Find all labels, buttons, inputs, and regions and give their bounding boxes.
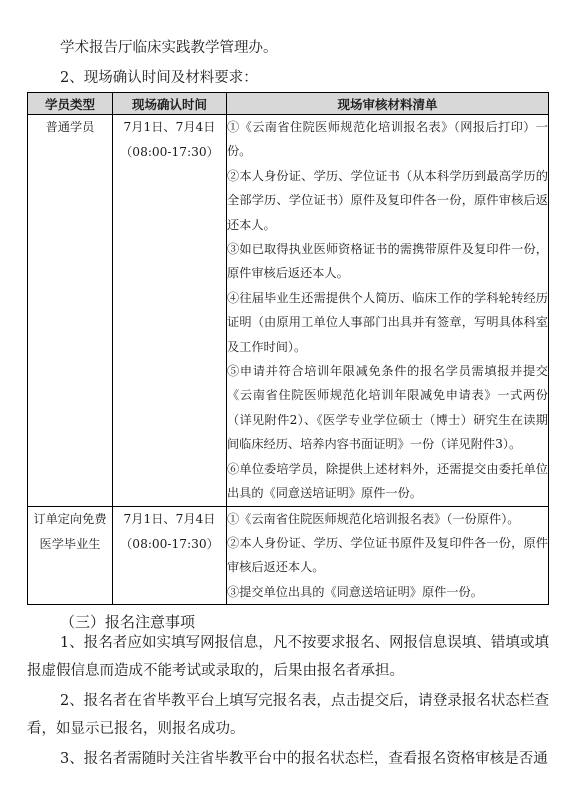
note-paragraph: 3、报名者需随时关注省毕教平台中的报名状态栏，查看报名资格审核是否通 <box>60 751 548 767</box>
table-row <box>28 506 549 605</box>
confirm-time-cell <box>113 506 227 605</box>
confirm-date: 7月1日、7月4日 <box>123 120 216 134</box>
materials-cell <box>227 115 549 507</box>
material-item: ②本人身份证、学历、学位证书原件及复印件各一份，原件审核后返还本人。 <box>227 535 548 575</box>
student-type-line: 普通学员 <box>45 120 95 134</box>
confirm-time-cell <box>113 115 227 507</box>
intro-tail-text: 学术报告厅临床实践教学管理办。 <box>60 40 278 56</box>
confirm-hours: （08:00-17:30） <box>120 145 219 159</box>
student-type-cell <box>28 115 113 507</box>
table-row <box>28 115 549 507</box>
confirm-hours: （08:00-17:30） <box>120 536 219 551</box>
material-item: ⑥单位委培学员，除提供上述材料外，还需提交由委托单位出具的《同意送培证明》原件一份。 <box>227 461 548 501</box>
confirm-date: 7月1日、7月4日 <box>123 511 216 526</box>
note-paragraph: 1、报名者应如实填写网报信息，凡不按要求报名、网报信息误填、错填或填报虚假信息而造成不能考试或录取的，后果由报名者承担。 <box>27 635 549 679</box>
student-type-line: 订单定向免费 <box>33 511 107 526</box>
material-item: ②本人身份证、学历、学位证书（从本科学历到最高学历的全部学历、学位证书）原件及复印件各一份，原件审核后返还本人。 <box>227 168 548 232</box>
materials-cell <box>227 506 549 605</box>
header-confirm-time: 现场确认时间 <box>113 93 227 115</box>
section3-title: （三）报名注意事项 <box>60 613 196 631</box>
header-materials-list: 现场审核材料清单 <box>227 93 549 115</box>
requirements-table <box>27 92 549 605</box>
header-student-type: 学员类型 <box>28 93 113 115</box>
section2-title: 2、现场确认时间及材料要求： <box>60 70 258 86</box>
material-item: ③如已取得执业医师资格证书的需携带原件及复印件一份，原件审核后返还本人。 <box>227 242 548 281</box>
material-item: ⑤申请并符合培训年限减免条件的报名学员需填报并提交《云南省住院医师规范化培训年限减免申请表》一式两份（详见附件2）、《医学专业学位硕士（博士）研究生在读期间临床经历、培养内容书面证明》一份（详见附件3）。 <box>227 364 548 452</box>
student-type-line: 医学毕业生 <box>39 536 101 551</box>
student-type-cell <box>28 506 113 605</box>
note-paragraph: 2、报名者在省毕教平台上填写完报名表，点击提交后，请登录报名状态栏查看，如显示已报名，则报名成功。 <box>27 693 549 737</box>
table-header-row <box>28 93 549 115</box>
material-item: ③提交单位出具的《同意送培证明》原件一份。 <box>227 584 483 599</box>
material-item: ④往届毕业生还需提供个人简历、临床工作的学科轮转经历证明（由原用工单位人事部门出具并有签章，写明具体科室及工作时间）。 <box>227 290 548 354</box>
material-item: ①《云南省住院医师规范化培训报名表》（网报后打印）一份。 <box>227 120 548 159</box>
material-item: ①《云南省住院医师规范化培训报名表》（一份原件）。 <box>227 511 520 526</box>
